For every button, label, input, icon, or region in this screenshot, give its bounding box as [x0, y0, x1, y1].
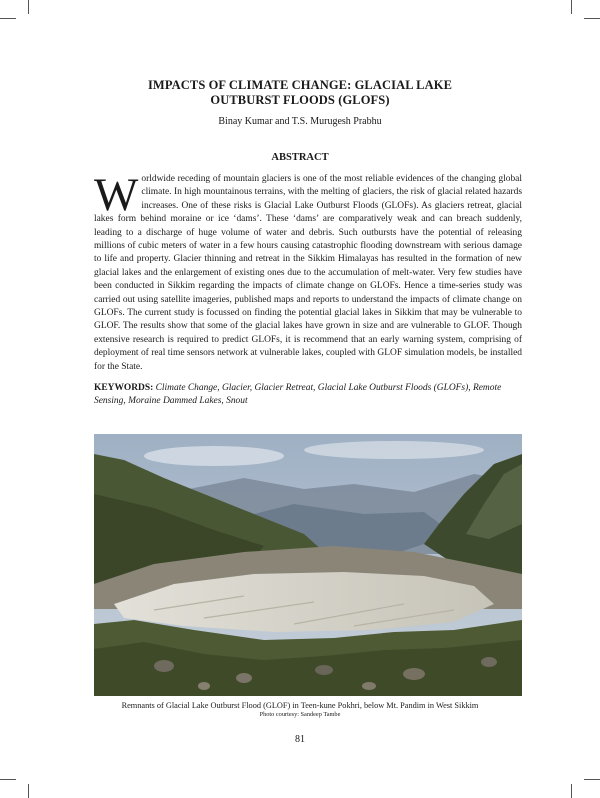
- page-number: 81: [295, 734, 305, 745]
- crop-mark-tr-h: [584, 18, 600, 19]
- crop-mark-bl-h: [0, 779, 16, 780]
- paper-title: [0, 78, 600, 108]
- cloud: [144, 446, 284, 466]
- boulder: [315, 665, 333, 675]
- boulder: [154, 660, 174, 672]
- photo-credit: Photo courtesy: Sandeep Tambe: [259, 711, 341, 718]
- keywords-label: KEYWORDS:: [94, 383, 154, 393]
- glof-photo-illustration: [94, 434, 522, 696]
- crop-mark-bl-v: [28, 784, 29, 798]
- abstract-dropcap: W: [94, 169, 139, 221]
- crop-mark-tr-v: [571, 0, 572, 14]
- keywords-text: Climate Change, Glacier, Glacier Retreat, Glacial Lake Outburst Floods (GLOFs), Remote Sensing, Moraine Dammed Lakes, Snout: [94, 383, 502, 407]
- authors: Binay Kumar and T.S. Murugesh Prabhu: [218, 116, 382, 127]
- boulder: [236, 673, 252, 683]
- boulder: [481, 657, 497, 667]
- photo-caption: Remnants of Glacial Lake Outburst Flood (GLOF) in Teen-kune Pokhri, below Mt. Pandim in West Sikkim: [121, 701, 479, 710]
- crop-mark-br-v: [571, 784, 572, 798]
- crop-mark-br-h: [584, 779, 600, 780]
- crop-mark-tl-v: [28, 0, 29, 14]
- title-line-1: IMPACTS OF CLIMATE CHANGE: GLACIAL LAKE: [147, 78, 453, 92]
- boulder: [362, 682, 376, 690]
- cloud: [304, 441, 484, 459]
- title-line-2: OUTBURST FLOODS (GLOFS): [210, 93, 390, 107]
- abstract-paragraph: [94, 169, 522, 374]
- boulder: [403, 668, 425, 680]
- keywords: [94, 382, 522, 409]
- boulder: [198, 682, 210, 690]
- abstract-body: orldwide receding of mountain glaciers is one of the most reliable evidences of the changing global climate. In high mountainous terrains, with the melting of glaciers, the risk of glacial related hazards increases. One of these risks is Glacial Lake Outburst Floods (GLOFs). As glaciers retreat, glacial lakes form behind moraine or ice ‘dams’. These ‘dams’ are comparatively weak and can breach suddenly, leading to a discharge of huge volume of water and debris. Such outbursts have the potential of releasing millions of cubic meters of water in a few hours causing catastrophic flooding downstream with serious damage to life and property. Glacier thinning and retreat in the Sikkim Himalayas has resulted in the formation of new glacial lakes and the enlargement of existing ones due to the accumulation of melt-water. Very few studies have been conducted in Sikkim regarding the impacts of climate change on GLOFs. Hence a time-series study was carried out using satellite imageries, published maps and reports to understand the impacts of climate change on GLOFs. The current study is focussed on finding the potential glacial lakes in Sikkim that may be vulnerable to GLOF. The results show that some of the glacial lakes have grown in size and are vulnerable to GLOF. Though extensive research is required to predict GLOFs, it is recommend that an early warning system, comprising of deployment of real time sensors network at vulnerable lakes, coupled with GLOF simulation models, be installed for the State.: [94, 174, 522, 372]
- glof-photo: [94, 434, 522, 696]
- abstract-heading: ABSTRACT: [271, 152, 329, 163]
- crop-mark-tl-h: [0, 18, 16, 19]
